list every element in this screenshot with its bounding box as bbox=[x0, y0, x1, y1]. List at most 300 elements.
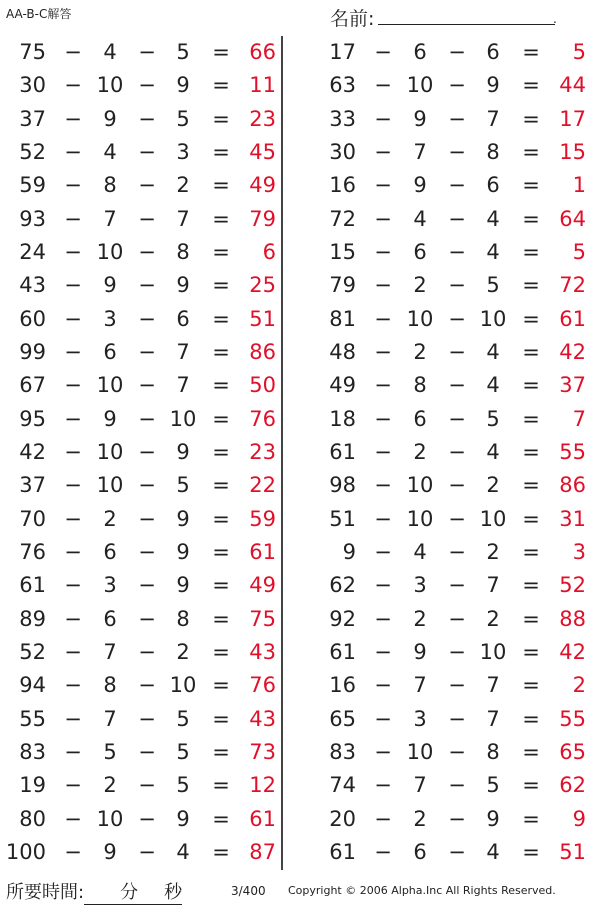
answer: 86 bbox=[559, 473, 586, 498]
minus-sign: − bbox=[374, 206, 392, 231]
answer: 45 bbox=[249, 139, 276, 164]
subtrahend-2: 2 bbox=[486, 539, 500, 564]
minuend: 76 bbox=[19, 539, 46, 564]
subtrahend-2: 7 bbox=[176, 206, 190, 231]
minus-sign: − bbox=[64, 40, 82, 64]
minus-sign: − bbox=[138, 673, 156, 698]
minus-sign: − bbox=[138, 806, 156, 831]
equals-sign: = bbox=[212, 206, 230, 231]
equals-sign: = bbox=[212, 506, 230, 531]
answer: 52 bbox=[559, 573, 586, 598]
equals-sign: = bbox=[522, 239, 540, 264]
subtrahend-2: 10 bbox=[479, 639, 507, 664]
subtrahend-2: 8 bbox=[486, 739, 500, 764]
equals-sign: = bbox=[522, 40, 540, 64]
subtrahend-1: 4 bbox=[413, 539, 427, 564]
subtrahend-1: 3 bbox=[103, 306, 117, 331]
subtrahend-1: 6 bbox=[103, 339, 117, 364]
minuend: 16 bbox=[329, 673, 356, 698]
minus-sign: − bbox=[374, 539, 392, 564]
subtrahend-2: 7 bbox=[176, 339, 190, 364]
subtrahend-1: 4 bbox=[103, 139, 117, 164]
subtrahend-2: 9 bbox=[176, 273, 190, 298]
minuend: 42 bbox=[19, 439, 46, 464]
equals-sign: = bbox=[522, 639, 540, 664]
minus-sign: − bbox=[448, 40, 466, 64]
copyright: Copyright © 2006 Alpha.Inc All Rights Reserved. bbox=[288, 884, 556, 897]
minuend: 80 bbox=[19, 806, 46, 831]
minus-sign: − bbox=[374, 773, 392, 798]
minus-sign: − bbox=[448, 139, 466, 164]
minuend: 79 bbox=[329, 273, 356, 298]
minus-sign: − bbox=[448, 806, 466, 831]
answer: 66 bbox=[249, 40, 276, 64]
equals-sign: = bbox=[522, 773, 540, 798]
subtrahend-1: 8 bbox=[413, 373, 427, 398]
answer: 23 bbox=[249, 439, 276, 464]
minuend: 83 bbox=[329, 739, 356, 764]
minus-sign: − bbox=[448, 573, 466, 598]
subtrahend-2: 2 bbox=[176, 639, 190, 664]
minus-sign: − bbox=[138, 373, 156, 398]
answer: 17 bbox=[559, 106, 586, 131]
minus-sign: − bbox=[64, 73, 82, 98]
minuend: 60 bbox=[19, 306, 46, 331]
name-label: 名前: bbox=[330, 8, 375, 30]
answer: 61 bbox=[559, 306, 586, 331]
minus-sign: − bbox=[138, 839, 156, 864]
column-divider bbox=[281, 36, 283, 870]
minuend: 49 bbox=[329, 373, 356, 398]
equals-sign: = bbox=[522, 739, 540, 764]
answer: 76 bbox=[249, 673, 276, 698]
subtrahend-2: 5 bbox=[176, 706, 190, 731]
subtrahend-2: 9 bbox=[176, 506, 190, 531]
subtrahend-2: 8 bbox=[486, 139, 500, 164]
subtrahend-1: 6 bbox=[413, 40, 427, 64]
minus-sign: − bbox=[374, 306, 392, 331]
minus-sign: − bbox=[374, 273, 392, 298]
subtrahend-2: 2 bbox=[486, 473, 500, 498]
subtrahend-1: 10 bbox=[406, 473, 434, 498]
subtrahend-1: 7 bbox=[103, 706, 117, 731]
subtrahend-2: 9 bbox=[176, 806, 190, 831]
minuend: 55 bbox=[19, 706, 46, 731]
answer: 42 bbox=[559, 339, 586, 364]
minuend: 43 bbox=[19, 273, 46, 298]
minus-sign: − bbox=[448, 73, 466, 98]
subtrahend-1: 7 bbox=[413, 139, 427, 164]
subtrahend-1: 2 bbox=[413, 339, 427, 364]
minus-sign: − bbox=[448, 606, 466, 631]
minuend: 30 bbox=[19, 73, 46, 98]
minus-sign: − bbox=[374, 706, 392, 731]
minus-sign: − bbox=[64, 706, 82, 731]
equals-sign: = bbox=[212, 773, 230, 798]
subtrahend-2: 9 bbox=[486, 806, 500, 831]
name-blank-line bbox=[378, 24, 555, 25]
time-blank bbox=[84, 878, 182, 905]
subtrahend-1: 10 bbox=[406, 306, 434, 331]
answer: 5 bbox=[572, 40, 586, 64]
minuend: 61 bbox=[329, 639, 356, 664]
subtrahend-2: 5 bbox=[176, 739, 190, 764]
minus-sign: − bbox=[138, 639, 156, 664]
name-dot: . bbox=[553, 12, 557, 26]
minus-sign: − bbox=[138, 239, 156, 264]
equals-sign: = bbox=[212, 706, 230, 731]
subtrahend-1: 2 bbox=[413, 439, 427, 464]
minuend: 59 bbox=[19, 173, 46, 198]
subtrahend-2: 5 bbox=[176, 40, 190, 64]
minuend: 63 bbox=[329, 73, 356, 98]
minuend: 89 bbox=[19, 606, 46, 631]
minus-sign: − bbox=[64, 339, 82, 364]
minus-sign: − bbox=[374, 639, 392, 664]
minuend: 62 bbox=[329, 573, 356, 598]
subtrahend-1: 9 bbox=[103, 273, 117, 298]
minus-sign: − bbox=[374, 473, 392, 498]
answer: 42 bbox=[559, 639, 586, 664]
equals-sign: = bbox=[212, 40, 230, 64]
equals-sign: = bbox=[522, 373, 540, 398]
answer: 43 bbox=[249, 639, 276, 664]
answer: 15 bbox=[559, 139, 586, 164]
answer: 23 bbox=[249, 106, 276, 131]
minus-sign: − bbox=[448, 173, 466, 198]
answer: 87 bbox=[249, 839, 276, 864]
minuend: 65 bbox=[329, 706, 356, 731]
subtrahend-1: 9 bbox=[413, 173, 427, 198]
minus-sign: − bbox=[138, 706, 156, 731]
equals-sign: = bbox=[212, 173, 230, 198]
subtrahend-1: 10 bbox=[406, 739, 434, 764]
minus-sign: − bbox=[64, 206, 82, 231]
minus-sign: − bbox=[138, 173, 156, 198]
answer: 76 bbox=[249, 406, 276, 431]
equals-sign: = bbox=[212, 373, 230, 398]
equals-sign: = bbox=[212, 473, 230, 498]
minus-sign: − bbox=[138, 606, 156, 631]
minus-sign: − bbox=[138, 40, 156, 64]
minus-sign: − bbox=[448, 373, 466, 398]
subtrahend-2: 6 bbox=[486, 173, 500, 198]
equals-sign: = bbox=[212, 573, 230, 598]
minuend: 52 bbox=[19, 139, 46, 164]
minuend: 16 bbox=[329, 173, 356, 198]
answer: 22 bbox=[249, 473, 276, 498]
equals-sign: = bbox=[522, 439, 540, 464]
minus-sign: − bbox=[64, 406, 82, 431]
minuend: 92 bbox=[329, 606, 356, 631]
time-label: 所要時間: bbox=[6, 882, 85, 903]
subtrahend-2: 8 bbox=[176, 606, 190, 631]
minus-sign: − bbox=[448, 106, 466, 131]
equals-sign: = bbox=[522, 406, 540, 431]
minuend: 81 bbox=[329, 306, 356, 331]
page-number: 3/400 bbox=[231, 884, 266, 898]
answer: 61 bbox=[249, 806, 276, 831]
equals-sign: = bbox=[212, 439, 230, 464]
equals-sign: = bbox=[522, 73, 540, 98]
subtrahend-1: 6 bbox=[413, 239, 427, 264]
minuend: 48 bbox=[329, 339, 356, 364]
answer: 7 bbox=[572, 406, 586, 431]
subtrahend-2: 3 bbox=[176, 139, 190, 164]
equals-sign: = bbox=[522, 106, 540, 131]
minus-sign: − bbox=[448, 739, 466, 764]
subtrahend-2: 2 bbox=[176, 173, 190, 198]
minus-sign: − bbox=[448, 473, 466, 498]
subtrahend-1: 4 bbox=[413, 206, 427, 231]
minuend: 75 bbox=[19, 40, 46, 64]
minus-sign: − bbox=[374, 573, 392, 598]
minus-sign: − bbox=[64, 573, 82, 598]
equals-sign: = bbox=[212, 273, 230, 298]
minuend: 83 bbox=[19, 739, 46, 764]
subtrahend-2: 8 bbox=[176, 239, 190, 264]
minuend: 61 bbox=[19, 573, 46, 598]
subtrahend-1: 5 bbox=[103, 739, 117, 764]
answer: 79 bbox=[249, 206, 276, 231]
equals-sign: = bbox=[522, 306, 540, 331]
answer: 6 bbox=[262, 239, 276, 264]
subtrahend-2: 7 bbox=[486, 573, 500, 598]
minus-sign: − bbox=[448, 673, 466, 698]
minus-sign: − bbox=[138, 473, 156, 498]
answer: 3 bbox=[572, 539, 586, 564]
equals-sign: = bbox=[522, 806, 540, 831]
minuend: 37 bbox=[19, 106, 46, 131]
minus-sign: − bbox=[138, 206, 156, 231]
answer: 55 bbox=[559, 706, 586, 731]
seconds-label: 秒 bbox=[164, 882, 183, 903]
minus-sign: − bbox=[64, 473, 82, 498]
minuend: 67 bbox=[19, 373, 46, 398]
minus-sign: − bbox=[374, 739, 392, 764]
subtrahend-2: 10 bbox=[169, 406, 197, 431]
minus-sign: − bbox=[64, 839, 82, 864]
minus-sign: − bbox=[64, 373, 82, 398]
subtrahend-2: 5 bbox=[486, 406, 500, 431]
answer: 50 bbox=[249, 373, 276, 398]
minus-sign: − bbox=[448, 273, 466, 298]
equals-sign: = bbox=[212, 406, 230, 431]
subtrahend-1: 2 bbox=[103, 773, 117, 798]
subtrahend-2: 5 bbox=[176, 106, 190, 131]
subtrahend-2: 4 bbox=[486, 239, 500, 264]
answer: 51 bbox=[559, 839, 586, 864]
subtrahend-1: 8 bbox=[103, 673, 117, 698]
subtrahend-1: 10 bbox=[96, 439, 124, 464]
worksheet-title: AA-B-C解答 bbox=[6, 7, 72, 21]
minus-sign: − bbox=[138, 439, 156, 464]
minus-sign: − bbox=[64, 539, 82, 564]
subtrahend-1: 3 bbox=[413, 573, 427, 598]
answer: 55 bbox=[559, 439, 586, 464]
minus-sign: − bbox=[374, 106, 392, 131]
answer: 44 bbox=[559, 73, 586, 98]
answer: 5 bbox=[572, 239, 586, 264]
subtrahend-2: 4 bbox=[486, 373, 500, 398]
subtrahend-1: 9 bbox=[103, 106, 117, 131]
minus-sign: − bbox=[374, 139, 392, 164]
minus-sign: − bbox=[374, 239, 392, 264]
minuend: 20 bbox=[329, 806, 356, 831]
minus-sign: − bbox=[138, 573, 156, 598]
subtrahend-1: 2 bbox=[413, 606, 427, 631]
answer: 11 bbox=[249, 73, 276, 98]
subtrahend-2: 7 bbox=[486, 106, 500, 131]
subtrahend-2: 4 bbox=[486, 839, 500, 864]
answer: 31 bbox=[559, 506, 586, 531]
subtrahend-1: 7 bbox=[413, 773, 427, 798]
minus-sign: − bbox=[64, 106, 82, 131]
subtrahend-2: 5 bbox=[176, 473, 190, 498]
subtrahend-2: 5 bbox=[176, 773, 190, 798]
subtrahend-2: 9 bbox=[176, 439, 190, 464]
equals-sign: = bbox=[212, 806, 230, 831]
equals-sign: = bbox=[212, 739, 230, 764]
subtrahend-1: 10 bbox=[96, 239, 124, 264]
subtrahend-2: 10 bbox=[479, 506, 507, 531]
subtrahend-2: 5 bbox=[486, 773, 500, 798]
subtrahend-1: 6 bbox=[413, 406, 427, 431]
equals-sign: = bbox=[212, 673, 230, 698]
equals-sign: = bbox=[522, 473, 540, 498]
equals-sign: = bbox=[522, 539, 540, 564]
answer: 43 bbox=[249, 706, 276, 731]
minus-sign: − bbox=[138, 773, 156, 798]
subtrahend-1: 8 bbox=[103, 173, 117, 198]
minus-sign: − bbox=[64, 606, 82, 631]
subtrahend-1: 10 bbox=[406, 73, 434, 98]
subtrahend-1: 9 bbox=[413, 106, 427, 131]
minus-sign: − bbox=[448, 539, 466, 564]
minus-sign: − bbox=[448, 239, 466, 264]
minuend: 51 bbox=[329, 506, 356, 531]
equals-sign: = bbox=[522, 839, 540, 864]
subtrahend-2: 4 bbox=[486, 206, 500, 231]
equals-sign: = bbox=[212, 73, 230, 98]
subtrahend-2: 9 bbox=[176, 73, 190, 98]
minutes-label: 分 bbox=[120, 882, 139, 903]
minuend: 18 bbox=[329, 406, 356, 431]
subtrahend-1: 3 bbox=[413, 706, 427, 731]
subtrahend-2: 10 bbox=[169, 673, 197, 698]
subtrahend-1: 2 bbox=[103, 506, 117, 531]
subtrahend-1: 10 bbox=[96, 73, 124, 98]
equals-sign: = bbox=[212, 306, 230, 331]
subtrahend-1: 2 bbox=[413, 273, 427, 298]
subtrahend-2: 2 bbox=[486, 606, 500, 631]
answer: 9 bbox=[572, 806, 586, 831]
minus-sign: − bbox=[448, 506, 466, 531]
minus-sign: − bbox=[138, 739, 156, 764]
subtrahend-2: 9 bbox=[176, 573, 190, 598]
equals-sign: = bbox=[212, 239, 230, 264]
answer: 65 bbox=[559, 739, 586, 764]
minus-sign: − bbox=[374, 839, 392, 864]
answer: 62 bbox=[559, 773, 586, 798]
minus-sign: − bbox=[448, 773, 466, 798]
minus-sign: − bbox=[138, 139, 156, 164]
equals-sign: = bbox=[522, 706, 540, 731]
answer: 86 bbox=[249, 339, 276, 364]
minus-sign: − bbox=[138, 73, 156, 98]
answer: 61 bbox=[249, 539, 276, 564]
equals-sign: = bbox=[212, 606, 230, 631]
equals-sign: = bbox=[212, 839, 230, 864]
minuend: 19 bbox=[19, 773, 46, 798]
minus-sign: − bbox=[374, 673, 392, 698]
minuend: 100 bbox=[5, 839, 46, 864]
minuend: 9 bbox=[342, 539, 356, 564]
minuend: 52 bbox=[19, 639, 46, 664]
minuend: 61 bbox=[329, 839, 356, 864]
subtrahend-2: 4 bbox=[176, 839, 190, 864]
answer: 51 bbox=[249, 306, 276, 331]
subtrahend-1: 7 bbox=[103, 639, 117, 664]
minus-sign: − bbox=[374, 506, 392, 531]
minuend: 99 bbox=[19, 339, 46, 364]
minus-sign: − bbox=[138, 539, 156, 564]
minuend: 94 bbox=[19, 673, 46, 698]
minus-sign: − bbox=[138, 306, 156, 331]
minuend: 95 bbox=[19, 406, 46, 431]
minus-sign: − bbox=[448, 439, 466, 464]
minus-sign: − bbox=[448, 406, 466, 431]
minus-sign: − bbox=[448, 639, 466, 664]
equals-sign: = bbox=[522, 606, 540, 631]
subtrahend-1: 9 bbox=[103, 406, 117, 431]
minus-sign: − bbox=[374, 806, 392, 831]
equals-sign: = bbox=[522, 573, 540, 598]
minus-sign: − bbox=[448, 306, 466, 331]
subtrahend-2: 5 bbox=[486, 273, 500, 298]
minus-sign: − bbox=[448, 706, 466, 731]
minus-sign: − bbox=[448, 839, 466, 864]
equals-sign: = bbox=[522, 273, 540, 298]
answer: 37 bbox=[559, 373, 586, 398]
subtrahend-1: 10 bbox=[96, 473, 124, 498]
minuend: 24 bbox=[19, 239, 46, 264]
subtrahend-2: 7 bbox=[486, 706, 500, 731]
minuend: 37 bbox=[19, 473, 46, 498]
minuend: 15 bbox=[329, 239, 356, 264]
minus-sign: − bbox=[64, 739, 82, 764]
minus-sign: − bbox=[138, 406, 156, 431]
minus-sign: − bbox=[374, 439, 392, 464]
minus-sign: − bbox=[64, 173, 82, 198]
equals-sign: = bbox=[522, 139, 540, 164]
subtrahend-1: 7 bbox=[413, 673, 427, 698]
minus-sign: − bbox=[64, 306, 82, 331]
minuend: 61 bbox=[329, 439, 356, 464]
subtrahend-2: 9 bbox=[176, 539, 190, 564]
minus-sign: − bbox=[138, 273, 156, 298]
equals-sign: = bbox=[522, 206, 540, 231]
time-taken bbox=[6, 878, 182, 905]
answer: 72 bbox=[559, 273, 586, 298]
minuend: 30 bbox=[329, 139, 356, 164]
equals-sign: = bbox=[522, 673, 540, 698]
equals-sign: = bbox=[522, 339, 540, 364]
subtrahend-1: 10 bbox=[96, 373, 124, 398]
subtrahend-2: 6 bbox=[176, 306, 190, 331]
answer: 64 bbox=[559, 206, 586, 231]
answer: 59 bbox=[249, 506, 276, 531]
